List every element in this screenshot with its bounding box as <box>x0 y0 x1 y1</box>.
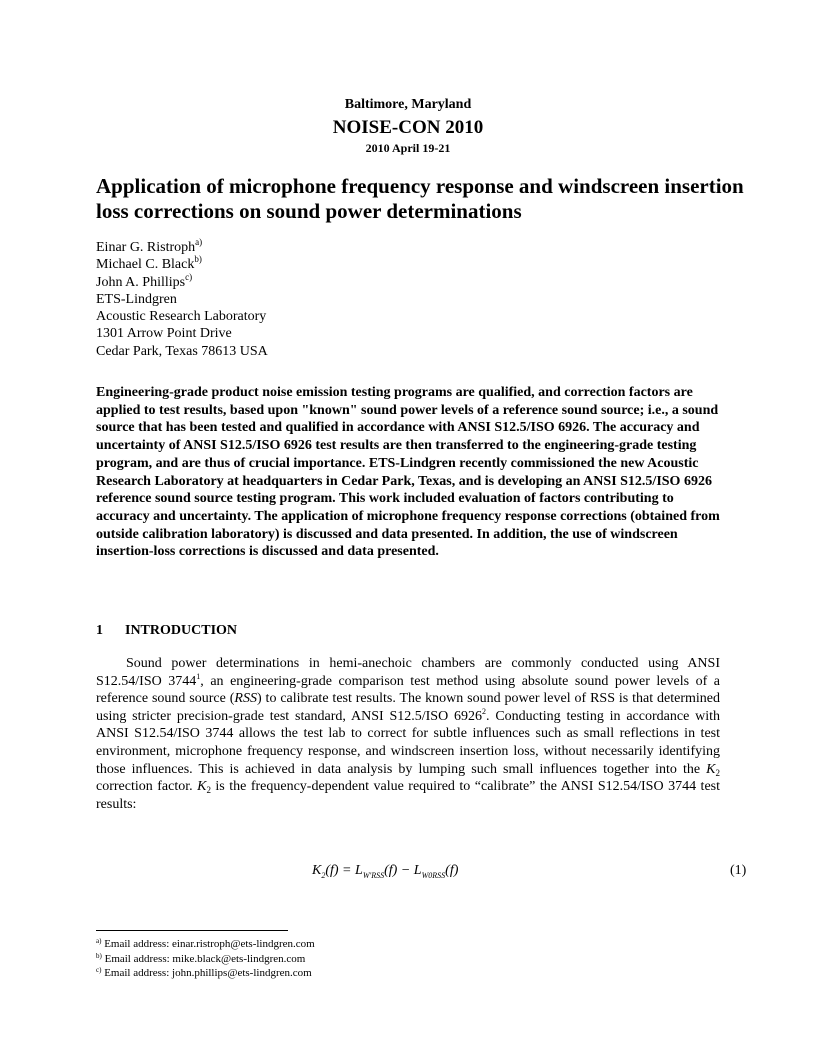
author-block <box>96 239 496 360</box>
affiliation-org: ETS-Lindgren <box>96 291 177 307</box>
conference-name: NOISE-CON 2010 <box>332 117 484 138</box>
equation-number: (1) <box>730 863 747 878</box>
paper-title: Application of microphone frequency response and windscreen insertion loss corrections on sound power determinations <box>96 174 744 223</box>
author-mark: a) <box>195 237 203 247</box>
author-1: Einar G. Ristroph$^{a)}$ <box>96 237 203 255</box>
footnote-c: $^{c)}$ Email address: john.phillips@ets-lindgren.com <box>96 966 312 979</box>
author-mark: b) <box>194 254 202 265</box>
author-3: John A. Phillips$^{c)}$ <box>96 271 193 290</box>
reference-mark: 1 <box>196 671 201 681</box>
intro-paragraph: Sound power determinations in hemi-anechoic chambers are commonly conducted using ANSI S12.54/ISO 3744$^1$, an engineering-grade comparison test method using absolute sound power levels of a reference sound source (RSS) to calibrate test results. The known sound power level of RSS is that determined using stricter precision-grade test standard, ANSI S12.5/ISO 6926$^2$. Conducting testing in accordance with ANSI S12.54/ISO 3744 allows the test lab to correct for subtle influences such as small reflections in test environment, microphone frequency response, and windscreen insertion loss, without necessarily identifying those influences. This is achieved in data analysis by lumping such small influences together into the $K_2$ correction factor. $K_2$ is the frequency-dependent value required to “calibrate” the ANSI S12.54/ISO 3744 test results: <box>96 656 721 812</box>
equation-1: $K_2(f) = L_{W'RSS}(f) - L_{W0RSS}(f)$ <box>312 863 459 880</box>
section-number: 1 <box>96 623 103 638</box>
footnote-b: $^{b)}$ Email address: mike.black@ets-lindgren.com <box>96 951 306 965</box>
conference-location: Baltimore, Maryland <box>344 97 472 112</box>
footnotes <box>96 937 315 981</box>
author-2: Michael C. Black$^{b)}$ <box>96 254 202 273</box>
section-title: INTRODUCTION <box>125 623 238 638</box>
conference-dates: 2010 April 19-21 <box>365 141 451 155</box>
section-heading <box>96 623 237 639</box>
footnote-a: $^{a)}$ Email address: einar.ristroph@ets-lindgren.com <box>96 937 315 950</box>
footnote-divider <box>96 930 288 931</box>
affiliation-city: Cedar Park, Texas 78613 USA <box>96 343 268 359</box>
affiliation-street: 1301 Arrow Point Drive <box>96 326 232 342</box>
affiliation-lab: Acoustic Research Laboratory <box>96 309 267 325</box>
abstract: Engineering-grade product noise emission testing programs are qualified, and correction factors are applied to test results, based upon "known" sound power levels of a reference sound source; i.e., a sound source that has been tested and qualified in accordance with ANSI S12.5/ISO 6926. The accuracy and uncertainty of ANSI S12.5/ISO 6926 test results are then transferred to the engineering-grade testing program, and are thus of crucial importance. ETS-Lindgren recently commissioned the new Acoustic Research Laboratory at headquarters in Cedar Park, Texas, and is developing an ANSI S12.5/ISO 6926 reference sound source testing program. This work included evaluation of factors contributing to accuracy and uncertainty. The application of microphone frequency response corrections (obtained from outside calibration laboratory) is discussed and data presented. In addition, the use of windscreen insertion-loss corrections is discussed and data presented. <box>96 385 720 560</box>
author-mark: c) <box>185 271 193 282</box>
reference-mark: 2 <box>482 706 487 716</box>
